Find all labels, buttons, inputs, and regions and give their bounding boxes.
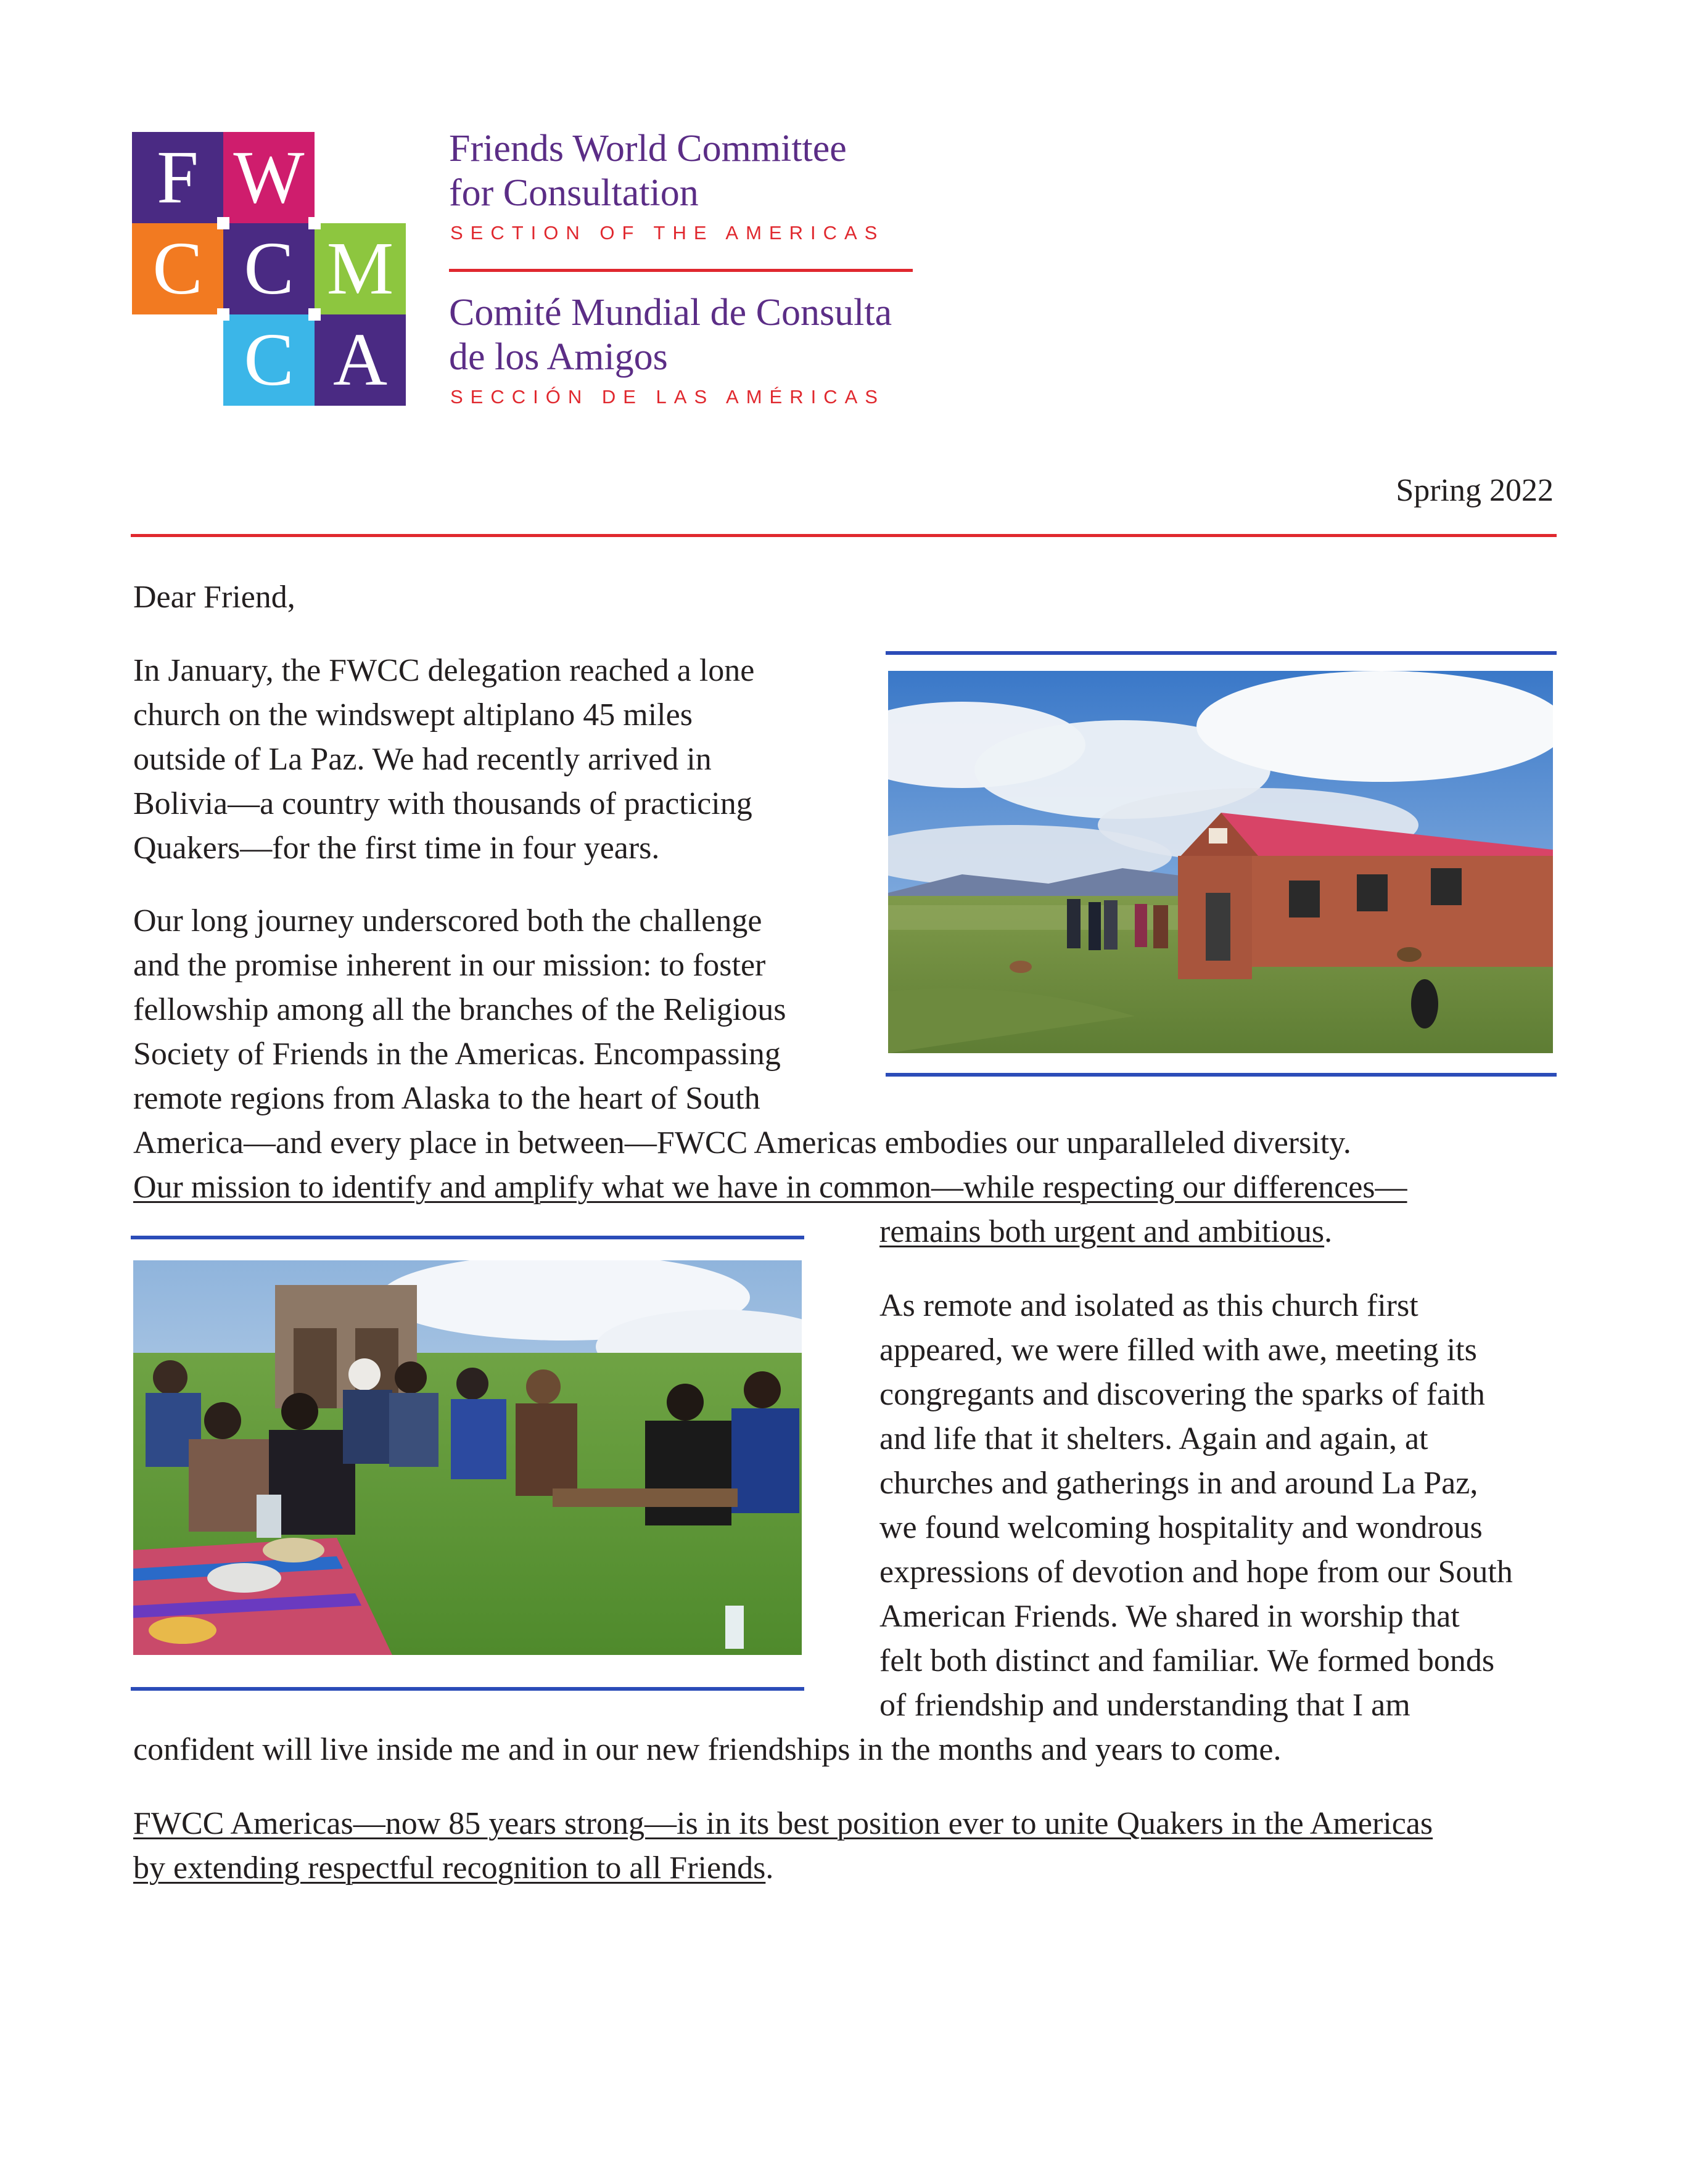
church-photo (888, 671, 1553, 1053)
logo-cell-m: M (315, 223, 406, 314)
org-name-es-line1: Comité Mundial de Consulta (449, 292, 892, 334)
org-name-es-line2: de los Amigos (449, 336, 668, 378)
fwcc-logo (132, 132, 406, 406)
p2-period: . (1324, 1214, 1333, 1249)
p2-line: fellowship among all the branches of the Religious (133, 992, 786, 1027)
p1-line: Bolivia—a country with thousands of practicing (133, 786, 752, 821)
p4-period: . (765, 1850, 774, 1886)
logo-accent-square (308, 217, 321, 229)
letter-date: Spring 2022 (1396, 473, 1554, 508)
logo-cell-a: A (315, 314, 406, 406)
p2-mission-underlined-end: remains both urgent and ambitious (879, 1214, 1325, 1249)
p1-line: In January, the FWCC delegation reached a lone (133, 653, 755, 688)
logo-cell-w: W (223, 132, 315, 223)
p3-line: appeared, we were filled with awe, meeting its (879, 1332, 1477, 1368)
p3-line: and life that it shelters. Again and again, at (879, 1421, 1428, 1456)
p4-underlined: FWCC Americas—now 85 years strong—is in its best position ever to unite Quakers in the Americas (133, 1806, 1433, 1841)
p4-underlined-end: by extending respectful recognition to all Friends (133, 1850, 766, 1886)
logo-cell-c1: C (132, 223, 223, 314)
logo-cell-c3: C (223, 314, 315, 406)
org-section-es: SECCIÓN DE LAS AMÉRICAS (450, 386, 885, 408)
p3-line: congregants and discovering the sparks of faith (879, 1377, 1485, 1412)
photo-rule-bottom (131, 1687, 804, 1691)
salutation: Dear Friend, (133, 580, 295, 615)
p2-line: remote regions from Alaska to the heart of South (133, 1081, 760, 1116)
p4-line-end (133, 1846, 773, 1890)
logo-cell-f: F (132, 132, 223, 223)
p3-line: felt both distinct and familiar. We formed bonds (879, 1643, 1495, 1678)
p3-line: churches and gatherings in and around La Paz, (879, 1466, 1478, 1501)
logo-accent-square (308, 308, 321, 321)
p2-line-end (879, 1210, 1332, 1254)
p3-line: confident will live inside me and in our new friendships in the months and years to come. (133, 1732, 1282, 1767)
logo-accent-square (217, 217, 229, 229)
p2-line: Our long journey underscored both the challenge (133, 903, 762, 938)
p3-line: of friendship and understanding that I am (879, 1688, 1410, 1723)
p1-line: outside of La Paz. We had recently arrived in (133, 742, 712, 777)
p2-mission-underlined: Our mission to identify and amplify what we have in common—while respecting our differences— (133, 1170, 1407, 1205)
p3-line: we found welcoming hospitality and wondrous (879, 1510, 1483, 1545)
p3-line: American Friends. We shared in worship that (879, 1599, 1460, 1634)
org-name-en-line2: for Consultation (449, 172, 699, 214)
org-section-en: SECTION OF THE AMERICAS (450, 222, 885, 244)
p3-line: As remote and isolated as this church first (879, 1288, 1418, 1323)
p2-line: America—and every place in between—FWCC Americas embodies our unparalleled diversity. (133, 1125, 1351, 1160)
p3-line: expressions of devotion and hope from our South (879, 1554, 1513, 1590)
p2-line: Society of Friends in the Americas. Encompassing (133, 1037, 781, 1072)
photo-rule-bottom (886, 1073, 1557, 1077)
photo-rule-top (131, 1236, 804, 1239)
logo-accent-square (217, 308, 229, 321)
p1-line: Quakers—for the first time in four years. (133, 831, 660, 866)
photo-rule-top (886, 651, 1557, 655)
meal-photo (133, 1260, 802, 1655)
church-photo-image (888, 671, 1553, 1053)
p2-line: and the promise inherent in our mission: to foster (133, 948, 766, 983)
p1-line: church on the windswept altiplano 45 miles (133, 697, 693, 733)
header-rule (131, 534, 1557, 537)
org-name-en-line1: Friends World Committee (449, 128, 847, 170)
meal-photo-image (133, 1260, 802, 1655)
logo-divider (449, 269, 913, 272)
logo-cell-c2: C (223, 223, 315, 314)
